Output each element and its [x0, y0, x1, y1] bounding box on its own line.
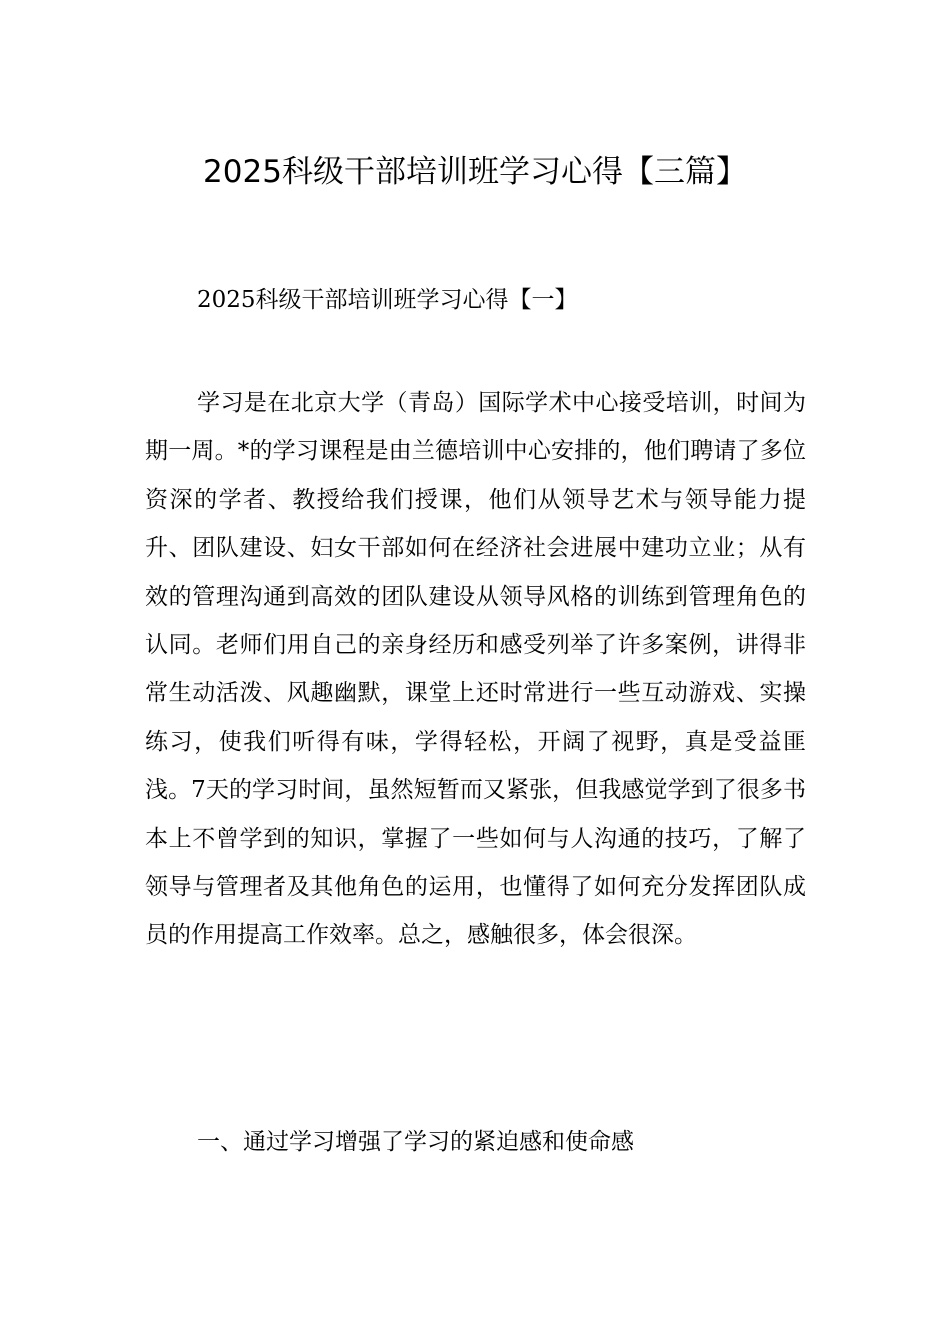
- subheading: 一、通过学习增强了学习的紧迫感和使命感: [197, 1129, 634, 1155]
- section-heading: 2025科级干部培训班学习心得【一】: [197, 287, 578, 313]
- document-title: 2025科级干部培训班学习心得【三篇】: [203, 154, 747, 190]
- body-paragraph: 学习是在北京大学（青岛）国际学术中心接受培训，时间为期一周。*的学习课程是由兰德培训中心安排的，他们聘请了多位资深的学者、教授给我们授课，他们从领导艺术与领导能力提升、团队建设、妇女干部如何在经济社会进展中建功立业；从有效的管理沟通到高效的团队建设从领导风格的训练到管理角色的认同。老师们用自己的亲身经历和感受列举了许多案例，讲得非常生动活泼、风趣幽默，课堂上还时常进行一些互动游戏、实操练习，使我们听得有味，学得轻松，开阔了视野，真是受益匪浅。7天的学习时间，虽然短暂而又紧张，但我感觉学到了很多书本上不曾学到的知识，掌握了一些如何与人沟通的技巧，了解了领导与管理者及其他角色的运用，也懂得了如何充分发挥团队成员的作用提高工作效率。总之，感触很多，体会很深。: [145, 390, 806, 949]
